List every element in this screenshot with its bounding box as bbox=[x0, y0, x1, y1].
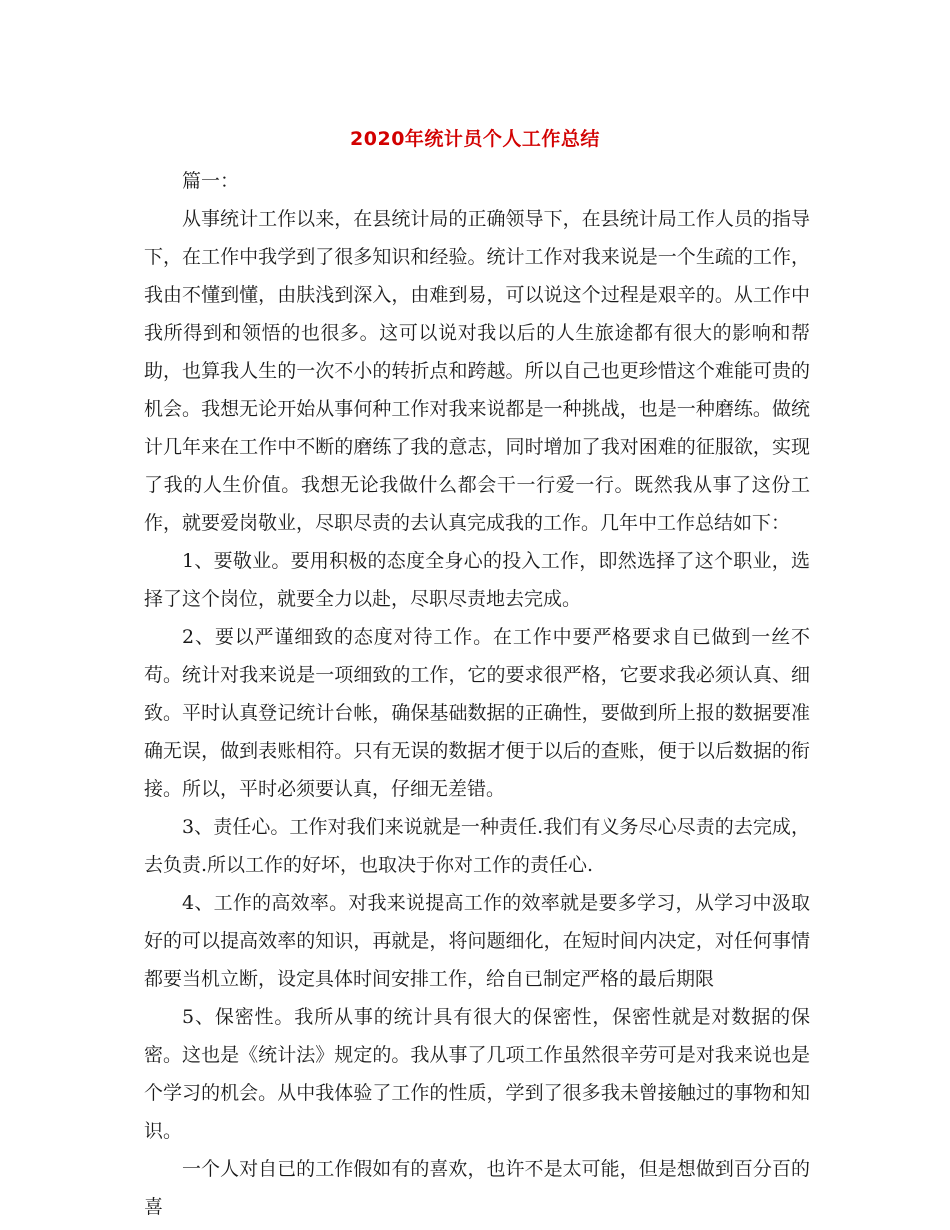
document-body bbox=[144, 162, 810, 1226]
intro-paragraph: 从事统计工作以来，在县统计局的正确领导下，在县统计局工作人员的指导下，在工作中我学到了很多知识和经验。统计工作对我来说是一个生疏的工作，我由不懂到懂，由肤浅到深入，由难到易，可以说这个过程是艰辛的。从工作中我所得到和领悟的也很多。这可以说对我以后的人生旅途都有很大的影响和帮助，也算我人生的一次不小的转折点和跨越。所以自己也更珍惜这个难能可贵的机会。我想无论开始从事何种工作对我来说都是一种挑战，也是一种磨练。做统计几年来在工作中不断的磨练了我的意志，同时增加了我对困难的征服欲，实现了我的人生价值。我想无论我做什么都会干一行爱一行。既然我从事了这份工作，就要爱岗敬业，尽职尽责的去认真完成我的工作。几年中工作总结如下： bbox=[144, 208, 810, 534]
point-5-paragraph: 5、保密性。我所从事的统计具有很大的保密性，保密性就是对数据的保密。这也是《统计法》规定的。我从事了几项工作虽然很辛劳可是对我来说也是个学习的机会。从中我体验了工作的性质，学到了很多我未曾接触过的事物和知识。 bbox=[144, 1006, 810, 1142]
document-title: 2020年统计员个人工作总结 bbox=[350, 128, 600, 150]
point-1-paragraph: 1、要敬业。要用积极的态度全身心的投入工作，即然选择了这个职业，选择了这个岗位，就要全力以赴，尽职尽责地去完成。 bbox=[144, 550, 810, 610]
closing-paragraph: 一个人对自已的工作假如有的喜欢，也许不是太可能，但是想做到百分百的喜 bbox=[144, 1158, 810, 1218]
point-4-paragraph: 4、工作的高效率。对我来说提高工作的效率就是要多学习，从学习中汲取好的可以提高效率的知识，再就是，将问题细化，在短时间内决定，对任何事情都要当机立断，设定具体时间安排工作，给自已制定严格的最后期限 bbox=[144, 892, 810, 990]
section-heading: 篇一： bbox=[182, 170, 240, 192]
point-3-paragraph: 3、责任心。工作对我们来说就是一种责任.我们有义务尽心尽责的去完成，去负责.所以工作的好坏，也取决于你对工作的责任心. bbox=[144, 816, 810, 876]
point-2-paragraph: 2、要以严谨细致的态度对待工作。在工作中要严格要求自已做到一丝不苟。统计对我来说是一项细致的工作，它的要求很严格，它要求我必须认真、细致。平时认真登记统计台帐，确保基础数据的正确性，要做到所上报的数据要准确无误，做到表账相符。只有无误的数据才便于以后的查账，便于以后数据的衔接。所以，平时必须要认真，仔细无差错。 bbox=[144, 626, 810, 800]
